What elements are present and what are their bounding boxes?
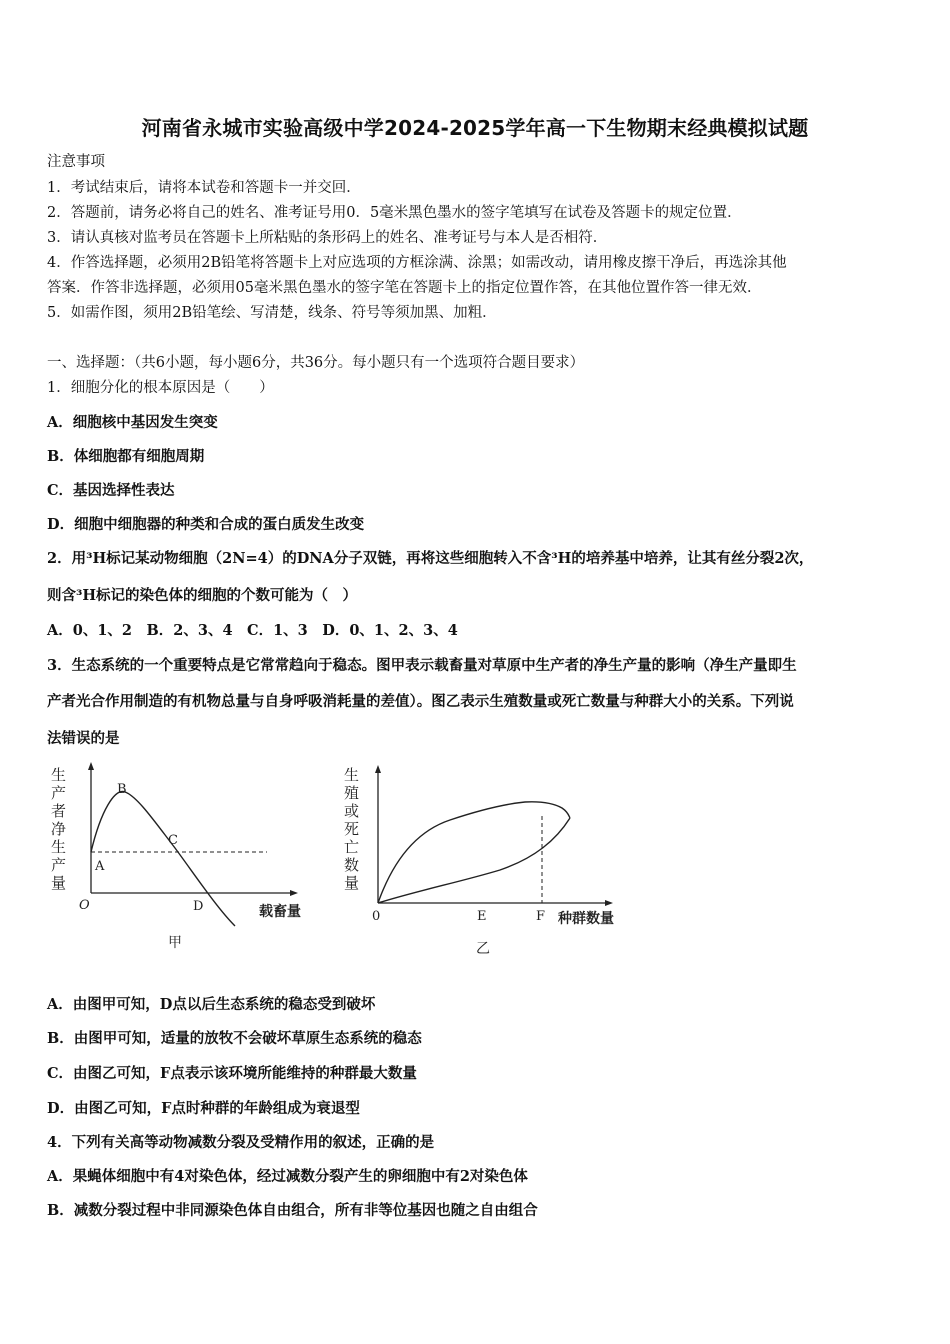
axis-label-char: 亡 — [344, 838, 360, 856]
question-4-option-b: B．减数分裂过程中非同源染色体自由组合，所有非等位基因也随之自由组合 — [47, 1202, 538, 1219]
question-1-option-b: B．体细胞都有细胞周期 — [47, 448, 205, 465]
question-2-stem: 则含³H标记的染色体的细胞的个数可能为（ ） — [47, 587, 358, 604]
axis-label-char: 生 — [344, 766, 360, 784]
question-1-stem: 1．细胞分化的根本原因是（ ） — [47, 380, 274, 396]
section-heading: 一、选择题：（共6小题，每小题6分，共36分。每小题只有一个选项符合题目要求） — [47, 355, 585, 371]
jia-x-arrow — [290, 890, 298, 896]
yi-x-arrow — [605, 900, 613, 906]
jia-origin-label: O — [79, 898, 90, 913]
question-1-option-d: D．细胞中细胞器的种类和合成的蛋白质发生改变 — [47, 516, 365, 533]
yi-origin-label: 0 — [372, 909, 381, 924]
question-2-options: A．0、1、2 B．2、3、4 C．1、3 D．0、1、2、3、4 — [47, 622, 458, 639]
exam-title: 河南省永城市实验高级中学2024-2025学年高一下生物期末经典模拟试题 — [141, 116, 809, 140]
axis-label-char: 净 — [51, 820, 67, 838]
yi-lower-curve — [378, 818, 570, 903]
axis-label-char: 者 — [51, 802, 67, 820]
question-3-option-c: C．由图乙可知，F点表示该环境所能维持的种群最大数量 — [47, 1065, 417, 1082]
jia-point-label: D — [193, 899, 204, 914]
question-1-option-a: A．细胞核中基因发生突变 — [47, 414, 218, 431]
question-3-stem: 产者光合作用制造的有机物总量与自身呼吸消耗量的差值）。图乙表示生殖数量或死亡数量与种群大小的关系。下列说 — [47, 693, 794, 710]
axis-label-char: 产 — [51, 784, 67, 802]
axis-label-char: 数 — [344, 856, 360, 874]
jia-y-arrow — [88, 762, 94, 770]
axis-label-char: 或 — [344, 802, 360, 820]
jia-ylabel — [51, 766, 66, 892]
axis-label-char: 生 — [51, 766, 67, 784]
axis-label-char: 殖 — [344, 784, 360, 802]
notice-item: 4．作答选择题，必须用2B铅笔将答题卡上对应选项的方框涂满、涂黑；如需改动，请用橡皮擦干净后，再选涂其他 — [47, 255, 787, 271]
jia-xlabel: 载畜量 — [259, 904, 301, 920]
yi-upper-curve — [378, 802, 570, 903]
axis-label-char: 死 — [344, 820, 360, 838]
question-4-stem: 4．下列有关高等动物减数分裂及受精作用的叙述，正确的是 — [47, 1134, 435, 1151]
question-3-stem: 3．生态系统的一个重要特点是它常常趋向于稳态。图甲表示载畜量对草原中生产者的净生产量的影响（净生产量即生 — [47, 657, 797, 674]
axis-label-char: 生 — [51, 838, 67, 856]
notice-item: 2．答题前，请务必将自己的姓名、准考证号用0．5毫米黑色墨水的签字笔填写在试卷及答题卡的规定位置． — [47, 205, 742, 221]
question-3-option-a: A．由图甲可知，D点以后生态系统的稳态受到破坏 — [47, 996, 376, 1013]
axis-label-char: 产 — [51, 856, 67, 874]
notice-item: 3．请认真核对监考员在答题卡上所粘贴的条形码上的姓名、准考证号与本人是否相符． — [47, 230, 608, 246]
yi-xlabel: 种群数量 — [558, 911, 614, 927]
jia-title: 甲 — [168, 935, 182, 951]
notice-item: 1．考试结束后，请将本试卷和答题卡一并交回． — [47, 180, 361, 196]
question-3-option-b: B．由图甲可知，适量的放牧不会破坏草原生态系统的稳态 — [47, 1030, 422, 1047]
yi-point-label: E — [477, 909, 487, 924]
question-3-option-d: D．由图乙可知，F点时种群的年龄组成为衰退型 — [47, 1100, 360, 1117]
jia-curve — [91, 792, 235, 926]
question-4-option-a: A．果蝇体细胞中有4对染色体，经过减数分裂产生的卵细胞中有2对染色体 — [47, 1168, 528, 1185]
yi-title: 乙 — [476, 941, 490, 957]
jia-point-label: A — [95, 859, 105, 874]
notice-item: 5．如需作图，须用2B铅笔绘、写清楚，线条、符号等须加黑、加粗． — [47, 305, 497, 321]
yi-point-label: F — [536, 909, 546, 924]
figure-jia — [45, 760, 325, 960]
notice-item: 答案．作答非选择题，必须用05毫米黑色墨水的签字笔在答题卡上的指定位置作答，在其他位置作答一律无效． — [47, 280, 762, 296]
jia-point-label: B — [117, 782, 127, 797]
yi-y-arrow — [375, 765, 381, 773]
axis-label-char: 量 — [51, 874, 67, 892]
question-3-stem: 法错误的是 — [47, 730, 120, 747]
question-1-option-c: C．基因选择性表达 — [47, 482, 175, 499]
notice-heading: 注意事项 — [47, 154, 105, 170]
axis-label-char: 量 — [344, 874, 360, 892]
question-2-stem: 2．用³H标记某动物细胞（2N=4）的DNA分子双链，再将这些细胞转入不含³H的培养基中培养，让其有丝分裂2次， — [47, 550, 814, 567]
jia-point-label: C — [168, 833, 178, 848]
yi-ylabel — [344, 766, 359, 892]
figure-yi — [340, 760, 640, 965]
